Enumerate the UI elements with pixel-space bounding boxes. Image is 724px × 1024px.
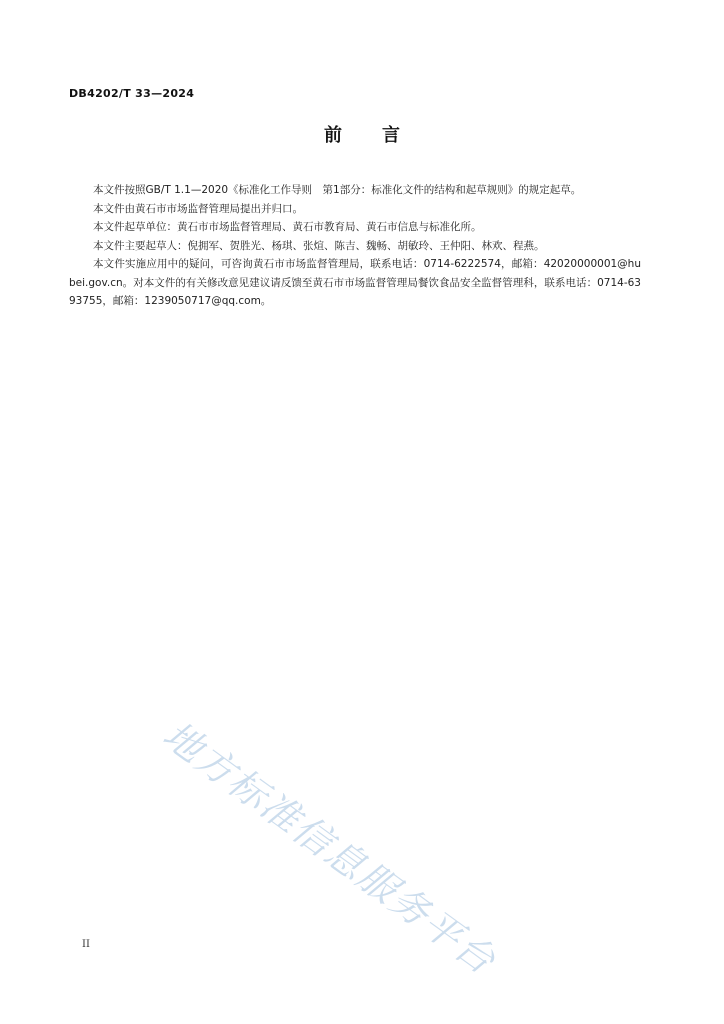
document-code: DB4202/T 33—2024 [69,87,195,100]
paragraph-proposer: 本文件由黄石市市场监督管理局提出并归口。 [93,202,303,215]
paragraph-drafting-rules: 本文件按照GB/T 1.1—2020《标准化工作导则 第1部分：标准化文件的结构和起草规则》的规定起草。 [93,184,582,196]
paragraph-drafters: 本文件主要起草人：倪拥军、贺胜光、杨琪、张煊、陈吉、魏畅、胡敏玲、王仲阳、林欢、程燕。 [93,239,545,252]
paragraph-drafting-units: 本文件起草单位：黄石市市场监督管理局、黄石市教育局、黄石市信息与标准化所。 [93,221,482,233]
page-number: II [82,939,90,950]
preface-body [69,181,641,311]
watermark: 地方标准信息服务平台 [155,712,505,984]
page-heading: 前言 [324,125,440,146]
paragraph-contact: 本文件实施应用中的疑问，可咨询黄石市市场监督管理局，联系电话：0714-6222574，邮箱：42020000001@hubei.gov.cn。对本文件的有关修改意见建议请反馈至黄石市市场监督管理局餐饮食品安全监督管理科，联系电话：0714-6393755，邮箱：1239050717@qq.com。 [69,258,641,307]
